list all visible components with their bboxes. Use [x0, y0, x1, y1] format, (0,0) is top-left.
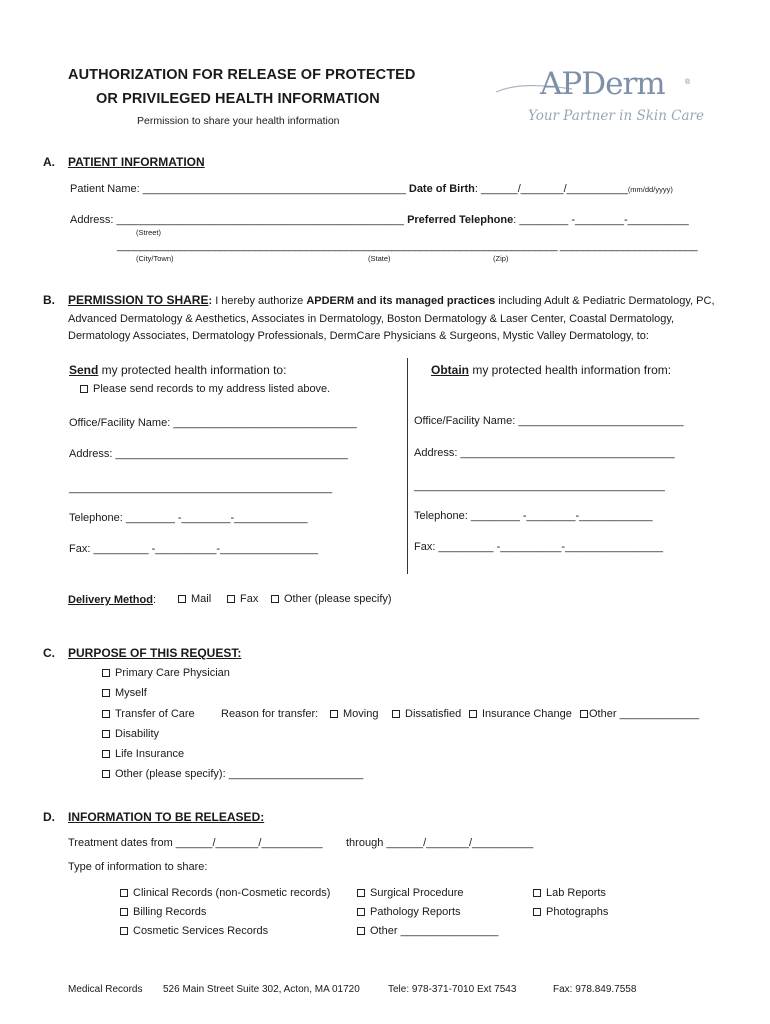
city-caption: (City/Town)	[136, 254, 174, 263]
state-caption: (State)	[368, 254, 391, 263]
delivery-other-checkbox[interactable]: Other (please specify)	[271, 593, 392, 605]
send-address-line2-field[interactable]: ___________________________________________	[69, 482, 333, 494]
treatment-dates-through-field[interactable]: through ______/_______/__________	[346, 837, 534, 849]
section-b-heading: PERMISSION TO SHARE	[68, 293, 209, 307]
reason-dissatisfied-checkbox[interactable]: Dissatisfied	[392, 708, 461, 720]
obtain-fax-field[interactable]: Fax: _________ -__________-________________	[414, 541, 663, 553]
section-a-heading: PATIENT INFORMATION	[68, 155, 205, 169]
column-divider	[407, 358, 408, 574]
section-c-letter: C.	[43, 646, 55, 660]
delivery-mail-checkbox[interactable]: Mail	[178, 593, 211, 605]
info-other-checkbox[interactable]: Other ________________	[357, 925, 498, 937]
send-telephone-field[interactable]: Telephone: ________ -________-____________	[69, 512, 308, 524]
obtain-address-field[interactable]: Address: ___________________________________	[414, 447, 675, 459]
obtain-heading: Obtain my protected health information from:	[431, 363, 672, 377]
info-billing-records-checkbox[interactable]: Billing Records	[120, 906, 206, 918]
info-clinical-records-checkbox[interactable]: Clinical Records (non-Cosmetic records)	[120, 887, 330, 899]
section-d-heading: INFORMATION TO BE RELEASED:	[68, 810, 265, 824]
purpose-transfer-checkbox[interactable]: Transfer of Care	[102, 708, 195, 720]
obtain-address-line2-field[interactable]: _________________________________________	[414, 480, 665, 492]
apderm-logo	[494, 64, 704, 128]
info-lab-reports-checkbox[interactable]: Lab Reports	[533, 887, 606, 899]
reason-other-checkbox[interactable]: Other _____________	[580, 708, 699, 720]
permission-paragraph: PERMISSION TO SHARE: I hereby authorize APDERM and its managed practices including Adult & Pediatric Dermatology, PC, Advanced Dermatology & Aesthetics, Associates in Dermatology, Boston Dermatology & Laser Center, Coastal Dermatology, Dermatology Associates, Dermatology Professionals, DermCare Physicians & Surgeons, Mystic Valley Dermatology, to:	[68, 293, 715, 342]
form-title-line1: AUTHORIZATION FOR RELEASE OF PROTECTED	[68, 67, 416, 83]
form-title-line2: OR PRIVILEGED HEALTH INFORMATION	[96, 91, 380, 107]
section-b-letter: B.	[43, 293, 55, 307]
purpose-primary-care-checkbox[interactable]: Primary Care Physician	[102, 667, 230, 679]
logo-registered: ®	[684, 78, 691, 86]
section-a-letter: A.	[43, 155, 55, 169]
info-pathology-reports-checkbox[interactable]: Pathology Reports	[357, 906, 461, 918]
purpose-life-insurance-checkbox[interactable]: Life Insurance	[102, 748, 184, 760]
section-d-letter: D.	[43, 810, 55, 824]
send-address-field[interactable]: Address: ______________________________________	[69, 448, 348, 460]
logo-name: APDerm	[540, 66, 665, 102]
delivery-method-label: Delivery Method:	[68, 594, 157, 606]
footer-fax: Fax: 978.849.7558	[553, 984, 637, 995]
reason-for-transfer-label: Reason for transfer:	[221, 708, 319, 720]
street-caption: (Street)	[136, 228, 162, 237]
send-heading: Send my protected health information to:	[69, 363, 287, 377]
section-c-heading: PURPOSE OF THIS REQUEST:	[68, 646, 242, 660]
send-fax-field[interactable]: Fax: _________ -__________-________________	[69, 543, 318, 555]
reason-insurance-checkbox[interactable]: Insurance Change	[469, 708, 572, 720]
obtain-office-field[interactable]: Office/Facility Name: ___________________________	[414, 415, 684, 427]
info-surgical-procedure-checkbox[interactable]: Surgical Procedure	[357, 887, 464, 899]
reason-moving-checkbox[interactable]: Moving	[330, 708, 378, 720]
address-field[interactable]: Address: _______________________________________________ Preferred Telephone: ________ -________-__________	[70, 214, 689, 226]
send-to-my-address-checkbox[interactable]: Please send records to my address listed above.	[80, 383, 330, 395]
info-photographs-checkbox[interactable]: Photographs	[533, 906, 608, 918]
delivery-fax-checkbox[interactable]: Fax	[227, 593, 258, 605]
type-of-information-label: Type of information to share:	[68, 861, 208, 873]
send-office-field[interactable]: Office/Facility Name: ______________________________	[69, 417, 357, 429]
purpose-disability-checkbox[interactable]: Disability	[102, 728, 159, 740]
info-cosmetic-records-checkbox[interactable]: Cosmetic Services Records	[120, 925, 268, 937]
form-subtitle: Permission to share your health information	[137, 115, 340, 127]
obtain-telephone-field[interactable]: Telephone: ________ -________-____________	[414, 510, 653, 522]
patient-name-field[interactable]: Patient Name: ___________________________________________ Date of Birth: ______/_______/__________(mm/dd/yyyy)	[70, 183, 673, 195]
address-line2-field[interactable]: _____________________________________________________________________________ ________________________	[117, 240, 698, 252]
footer-telephone: Tele: 978-371-7010 Ext 7543	[388, 984, 517, 995]
purpose-other-checkbox[interactable]: Other (please specify): ______________________	[102, 768, 363, 780]
purpose-myself-checkbox[interactable]: Myself	[102, 687, 147, 699]
footer-department: Medical Records	[68, 984, 143, 995]
footer-address: 526 Main Street Suite 302, Acton, MA 01720	[163, 984, 360, 995]
zip-caption: (Zip)	[493, 254, 509, 263]
logo-tagline: Your Partner in Skin Care	[528, 108, 704, 124]
treatment-dates-from-field[interactable]: Treatment dates from ______/_______/__________	[68, 837, 323, 849]
